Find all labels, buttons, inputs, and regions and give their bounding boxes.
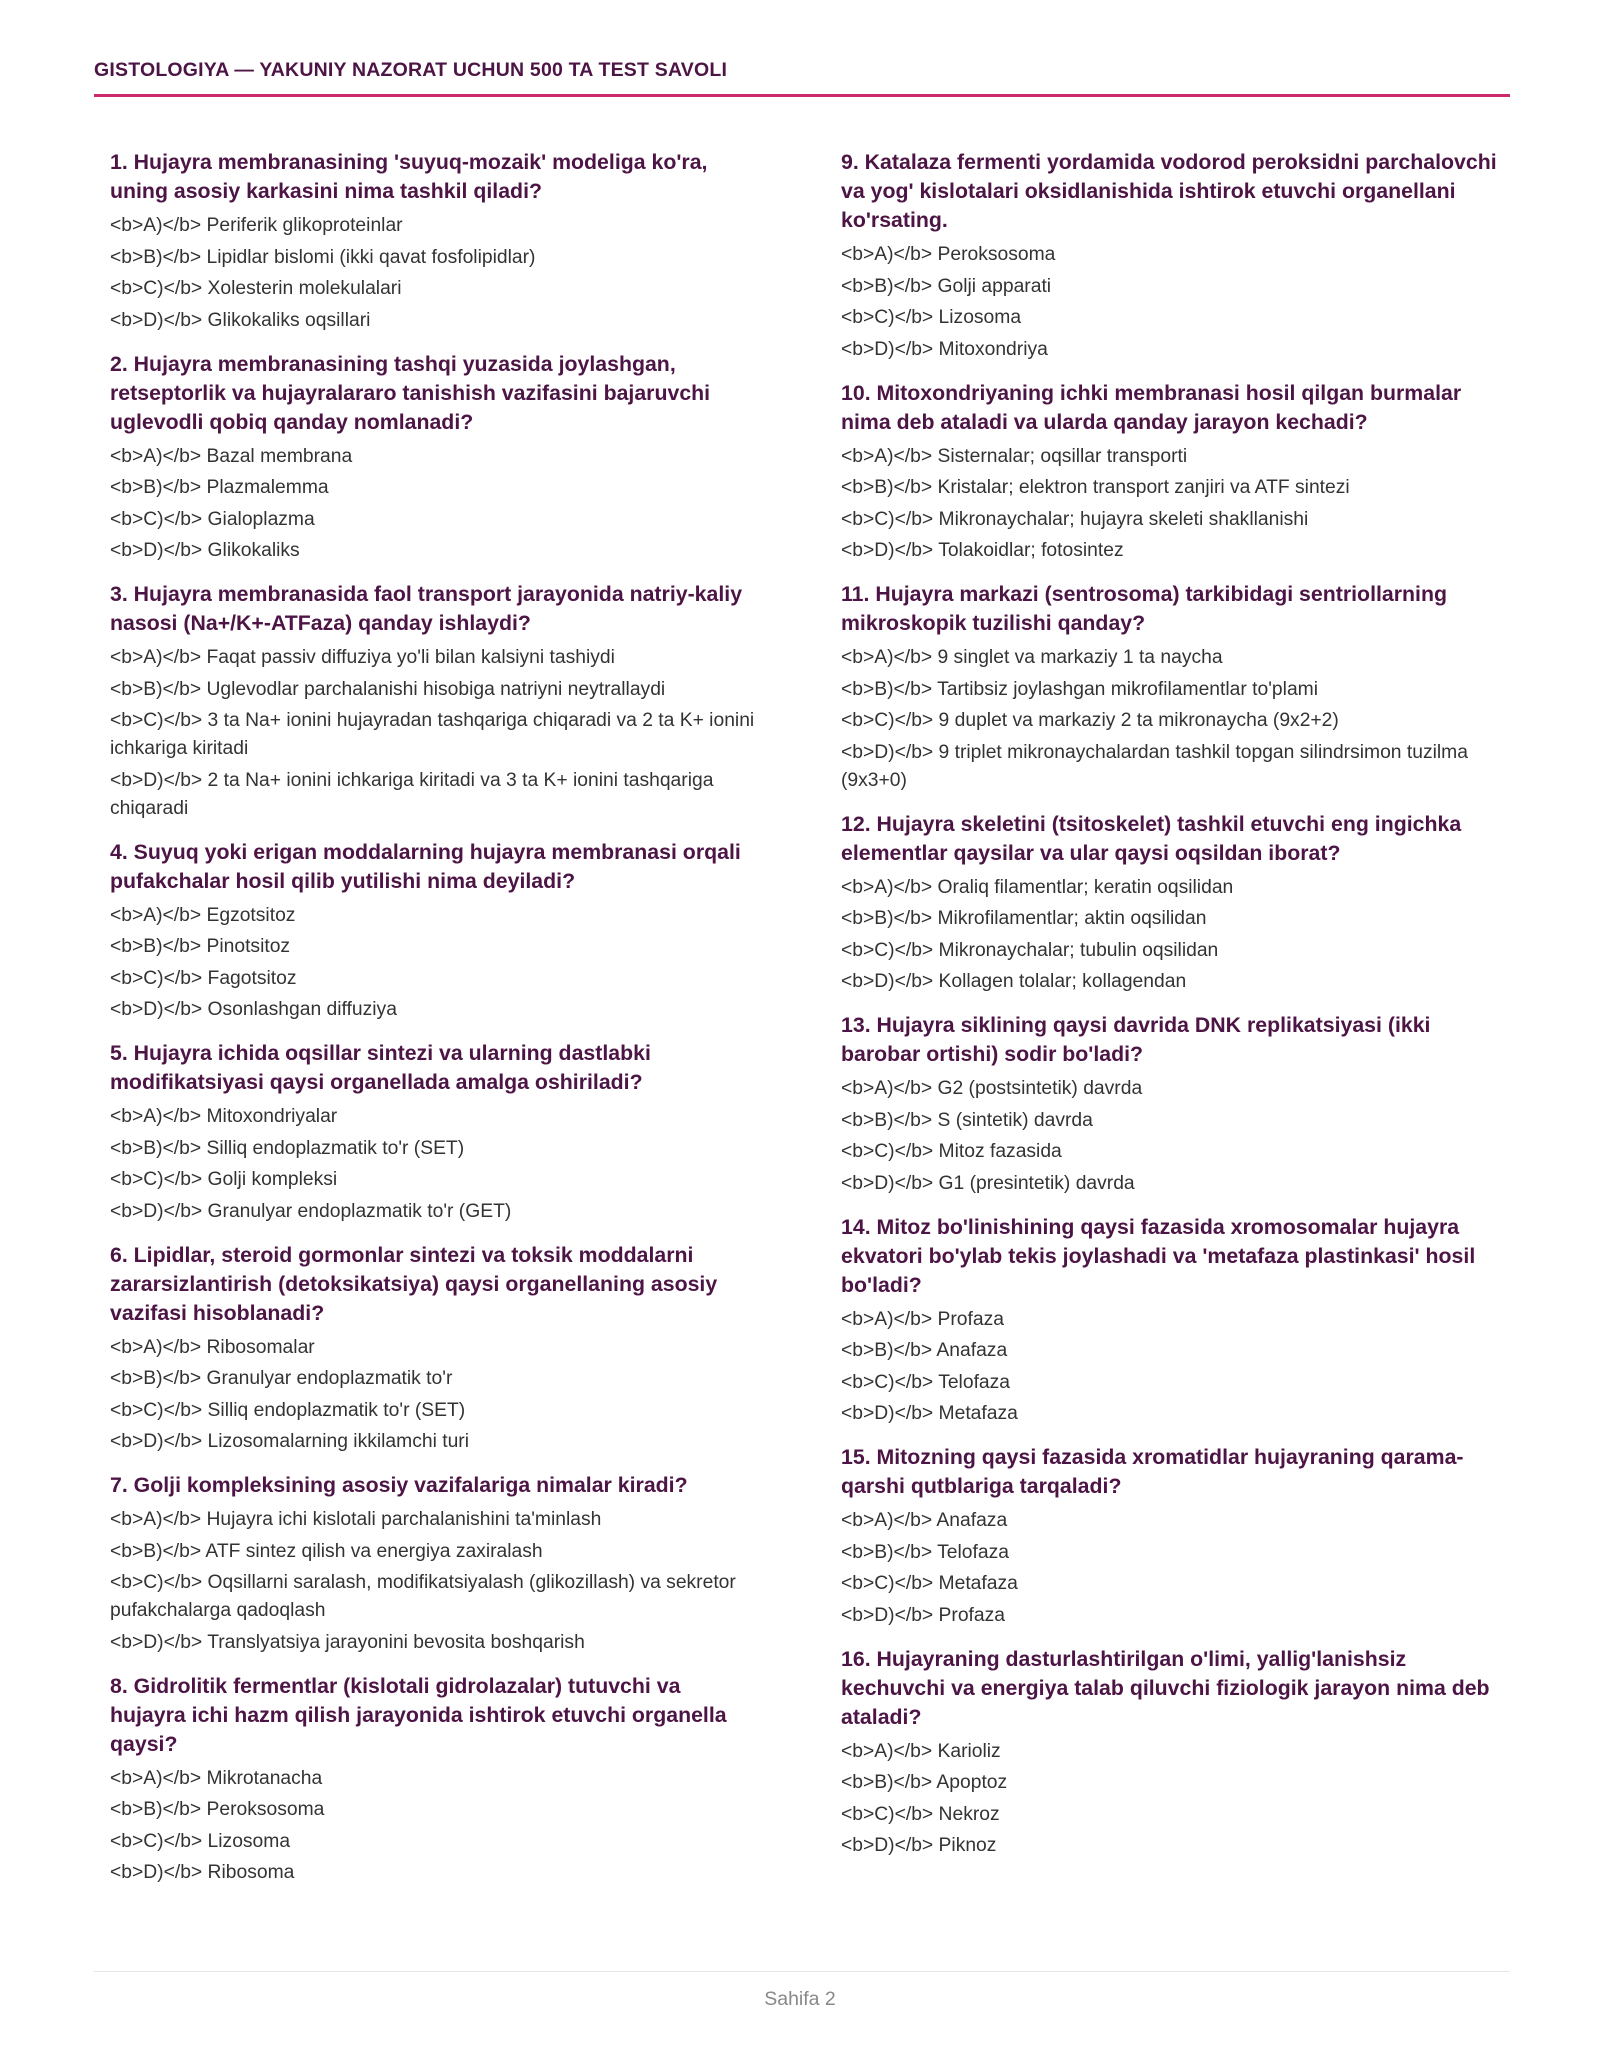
answer-option: <b>A)</b> Karioliz — [841, 1740, 1001, 1762]
answer-option: <b>C)</b> Mikronaychalar; hujayra skeleti shakllanishi — [841, 508, 1309, 530]
answer-option: <b>C)</b> Gialoplazma — [110, 508, 315, 530]
question-title: 12. Hujayra skeletini (tsitoskelet) tashkil etuvchi eng ingichka elementlar qaysilar va ular qaysi oqsildan iborat? — [841, 811, 1462, 865]
answer-option: <b>B)</b> Uglevodlar parchalanishi hisobiga natriyni neytrallaydi — [110, 678, 666, 700]
answer-option: <b>A)</b> 9 singlet va markaziy 1 ta naycha — [841, 647, 1223, 668]
answer-option: <b>A)</b> Mikrotanacha — [110, 1767, 323, 1789]
question-block — [841, 148, 1506, 364]
answer-option: <b>C)</b> Lizosoma — [110, 1830, 291, 1852]
answer-option: <b>C)</b> Nekroz — [841, 1803, 1000, 1825]
answer-option: <b>A)</b> Egzotsitoz — [110, 904, 296, 926]
answer-option: <b>D)</b> Piknoz — [841, 1835, 997, 1856]
answer-option: <b>B)</b> Granulyar endoplazmatik to'r — [110, 1368, 453, 1389]
question-title: 4. Suyuq yoki erigan moddalarning hujayra membranasi orqali pufakchalar hosil qilib yutilishi nima deyiladi? — [110, 839, 741, 893]
answer-option: <b>A)</b> Ribosomalar — [110, 1336, 315, 1358]
answer-option: <b>C)</b> Metafaza — [841, 1573, 1018, 1594]
answer-option: <b>D)</b> 2 ta Na+ ionini ichkariga kiritadi va 3 ta K+ ionini tashqariga chiqaradi — [110, 769, 714, 819]
question-title: 9. Katalaza fermenti yordamida vodorod peroksidni parchalovchi va yog' kislotalari oksidlanishida ishtirok etuvchi organellani ko'rsating. — [841, 150, 1497, 232]
answer-option: <b>D)</b> Mitoxondriya — [841, 338, 1048, 360]
question-block — [110, 1241, 760, 1457]
question-title: 15. Mitozning qaysi fazasida xromatidlar hujayraning qarama-qarshi qutblariga tarqaladi? — [841, 1445, 1464, 1498]
question-block — [841, 379, 1506, 566]
answer-option: <b>D)</b> Tolakoidlar; fotosintez — [841, 540, 1124, 561]
questions-column-right — [841, 148, 1506, 1875]
page-number: Sahifa 2 — [764, 1988, 836, 2010]
question-block — [841, 1213, 1506, 1429]
question-block — [841, 810, 1506, 997]
question-block — [110, 1471, 760, 1657]
answer-option: <b>D)</b> Granulyar endoplazmatik to'r (GET) — [110, 1200, 512, 1222]
question-block — [110, 148, 760, 335]
question-title: 3. Hujayra membranasida faol transport jarayonida natriy-kaliy nasosi (Na+/K+-ATFaza) qanday ishlaydi? — [110, 582, 743, 635]
answer-option: <b>B)</b> Anafaza — [841, 1340, 1008, 1361]
answer-option: <b>B)</b> ATF sintez qilish va energiya zaxiralash — [110, 1540, 543, 1562]
question-title: 11. Hujayra markazi (sentrosoma) tarkibidagi sentriollarning mikroskopik tuzilishi qanday? — [841, 582, 1447, 635]
answer-option: <b>A)</b> Mitoxondriyalar — [110, 1106, 338, 1127]
page-header — [94, 56, 1510, 97]
answer-option: <b>C)</b> Oqsillarni saralash, modifikatsiyalash (glikozillash) va sekretor pufakchalarga qadoqlash — [110, 1572, 736, 1621]
answer-option: <b>B)</b> Golji apparati — [841, 275, 1052, 297]
question-block — [110, 838, 760, 1025]
question-title: 6. Lipidlar, steroid gormonlar sintezi va toksik moddalarni zararsizlantirish (detoksikatsiya) qaysi organellaning asosiy vazifasi hisoblanadi? — [110, 1242, 718, 1325]
answer-option: <b>C)</b> Lizosoma — [841, 307, 1022, 328]
answer-option: <b>A)</b> Faqat passiv diffuziya yo'li bilan kalsiyni tashiydi — [110, 647, 615, 668]
question-title: 8. Gidrolitik fermentlar (kislotali gidrolazalar) tutuvchi va hujayra ichi hazm qilish jarayonida ishtirok etuvchi organella qaysi? — [110, 1673, 727, 1756]
question-title: 2. Hujayra membranasining tashqi yuzasida joylashgan, retseptorlik va hujayralararo tanishish vazifasini bajaruvchi uglevodli qobiq qanday nomlanadi? — [110, 351, 711, 434]
answer-option: <b>D)</b> Lizosomalarning ikkilamchi turi — [110, 1431, 470, 1452]
answer-option: <b>B)</b> Peroksosoma — [110, 1799, 325, 1820]
answer-option: <b>A)</b> Hujayra ichi kislotali parchalanishini ta'minlash — [110, 1509, 602, 1530]
answer-option: <b>D)</b> Ribosoma — [110, 1862, 295, 1883]
answer-option: <b>D)</b> Metafaza — [841, 1403, 1018, 1424]
answer-option: <b>B)</b> Silliq endoplazmatik to'r (SET) — [110, 1137, 465, 1159]
answer-option: <b>C)</b> Mikronaychalar; tubulin oqsilidan — [841, 939, 1219, 961]
answer-option: <b>C)</b> Fagotsitoz — [110, 967, 297, 989]
answer-option: <b>C)</b> 9 duplet va markaziy 2 ta mikronaycha (9x2+2) — [841, 710, 1339, 731]
question-block — [110, 1672, 760, 1888]
question-block — [841, 1011, 1506, 1198]
answer-option: <b>B)</b> Pinotsitoz — [110, 936, 291, 957]
answer-option: <b>B)</b> Lipidlar bislomi (ikki qavat fosfolipidlar) — [110, 246, 536, 268]
answer-option: <b>C)</b> Telofaza — [841, 1371, 1011, 1393]
document-title: GISTOLOGIYA — YAKUNIY NAZORAT UCHUN 500 TA TEST SAVOLI — [94, 59, 728, 81]
answer-option: <b>A)</b> G2 (postsintetik) davrda — [841, 1078, 1143, 1099]
question-block — [110, 350, 760, 566]
answer-option: <b>B)</b> Mikrofilamentlar; aktin oqsilidan — [841, 908, 1207, 929]
answer-option: <b>D)</b> Translyatsiya jarayonini bevosita boshqarish — [110, 1631, 585, 1653]
answer-option: <b>D)</b> Glikokaliks — [110, 540, 300, 561]
answer-option: <b>C)</b> Golji kompleksi — [110, 1169, 338, 1190]
question-title: 14. Mitoz bo'linishining qaysi fazasida xromosomalar hujayra ekvatori bo'ylab tekis joylashadi va 'metafaza plastinkasi' hosil bo'ladi? — [841, 1214, 1476, 1297]
answer-option: <b>C)</b> Xolesterin molekulalari — [110, 278, 402, 299]
answer-option: <b>B)</b> Apoptoz — [841, 1772, 1008, 1793]
answer-option: <b>B)</b> Telofaza — [841, 1541, 1009, 1563]
question-title: 16. Hujayraning dasturlashtirilgan o'limi, yallig'lanishsiz kechuvchi va energiya talab qiluvchi fiziologik jarayon nima deb ataladi? — [841, 1646, 1490, 1729]
answer-option: <b>D)</b> Profaza — [841, 1604, 1005, 1626]
answer-option: <b>A)</b> Peroksosoma — [841, 244, 1056, 265]
answer-option: <b>B)</b> Tartibsiz joylashgan mikrofilamentlar to'plami — [841, 678, 1319, 700]
answer-option: <b>C)</b> Silliq endoplazmatik to'r (SET) — [110, 1399, 466, 1421]
question-title: 5. Hujayra ichida oqsillar sintezi va ularning dastlabki modifikatsiyasi qaysi organellada amalga oshiriladi? — [110, 1041, 651, 1094]
answer-option: <b>D)</b> G1 (presintetik) davrda — [841, 1172, 1135, 1194]
answer-option: <b>A)</b> Periferik glikoproteinlar — [110, 215, 403, 236]
question-block — [841, 580, 1506, 795]
question-block — [110, 580, 760, 823]
answer-option: <b>A)</b> Oraliq filamentlar; keratin oqsilidan — [841, 876, 1234, 898]
footer-divider — [94, 1971, 1510, 1972]
question-block — [110, 1039, 760, 1226]
answer-option: <b>C)</b> Mitoz fazasida — [841, 1141, 1062, 1162]
answer-option: <b>C)</b> 3 ta Na+ ionini hujayradan tashqariga chiqaradi va 2 ta K+ ionini ichkariga kiritadi — [110, 710, 755, 759]
question-block — [841, 1443, 1506, 1630]
answer-option: <b>A)</b> Sisternalar; oqsillar transporti — [841, 445, 1188, 467]
answer-option: <b>D)</b> Kollagen tolalar; kollagendan — [841, 971, 1187, 992]
question-block — [841, 1645, 1506, 1861]
answer-option: <b>A)</b> Bazal membrana — [110, 445, 353, 467]
answer-option: <b>B)</b> Plazmalemma — [110, 477, 329, 498]
question-title: 10. Mitoxondriyaning ichki membranasi hosil qilgan burmalar nima deb ataladi va ularda qanday jarayon kechadi? — [841, 380, 1462, 434]
answer-option: <b>A)</b> Anafaza — [841, 1510, 1008, 1531]
question-title: 13. Hujayra siklining qaysi davrida DNK replikatsiyasi (ikki barobar ortishi) sodir bo'ladi? — [841, 1013, 1431, 1066]
question-title: 1. Hujayra membranasining 'suyuq-mozaik' modeliga ko'ra, uning asosiy karkasini nima tashkil qiladi? — [110, 150, 708, 203]
answer-option: <b>A)</b> Profaza — [841, 1308, 1004, 1330]
answer-option: <b>B)</b> S (sintetik) davrda — [841, 1109, 1093, 1131]
question-title: 7. Golji kompleksining asosiy vazifalariga nimalar kiradi? — [110, 1473, 688, 1497]
answer-option: <b>D)</b> Glikokaliks oqsillari — [110, 309, 371, 331]
answer-option: <b>D)</b> Osonlashgan diffuziya — [110, 999, 397, 1020]
answer-option: <b>B)</b> Kristalar; elektron transport zanjiri va ATF sintezi — [841, 477, 1350, 498]
answer-option: <b>D)</b> 9 triplet mikronaychalardan tashkil topgan silindrsimon tuzilma (9x3+0) — [841, 741, 1468, 791]
questions-column-left — [110, 148, 760, 1902]
